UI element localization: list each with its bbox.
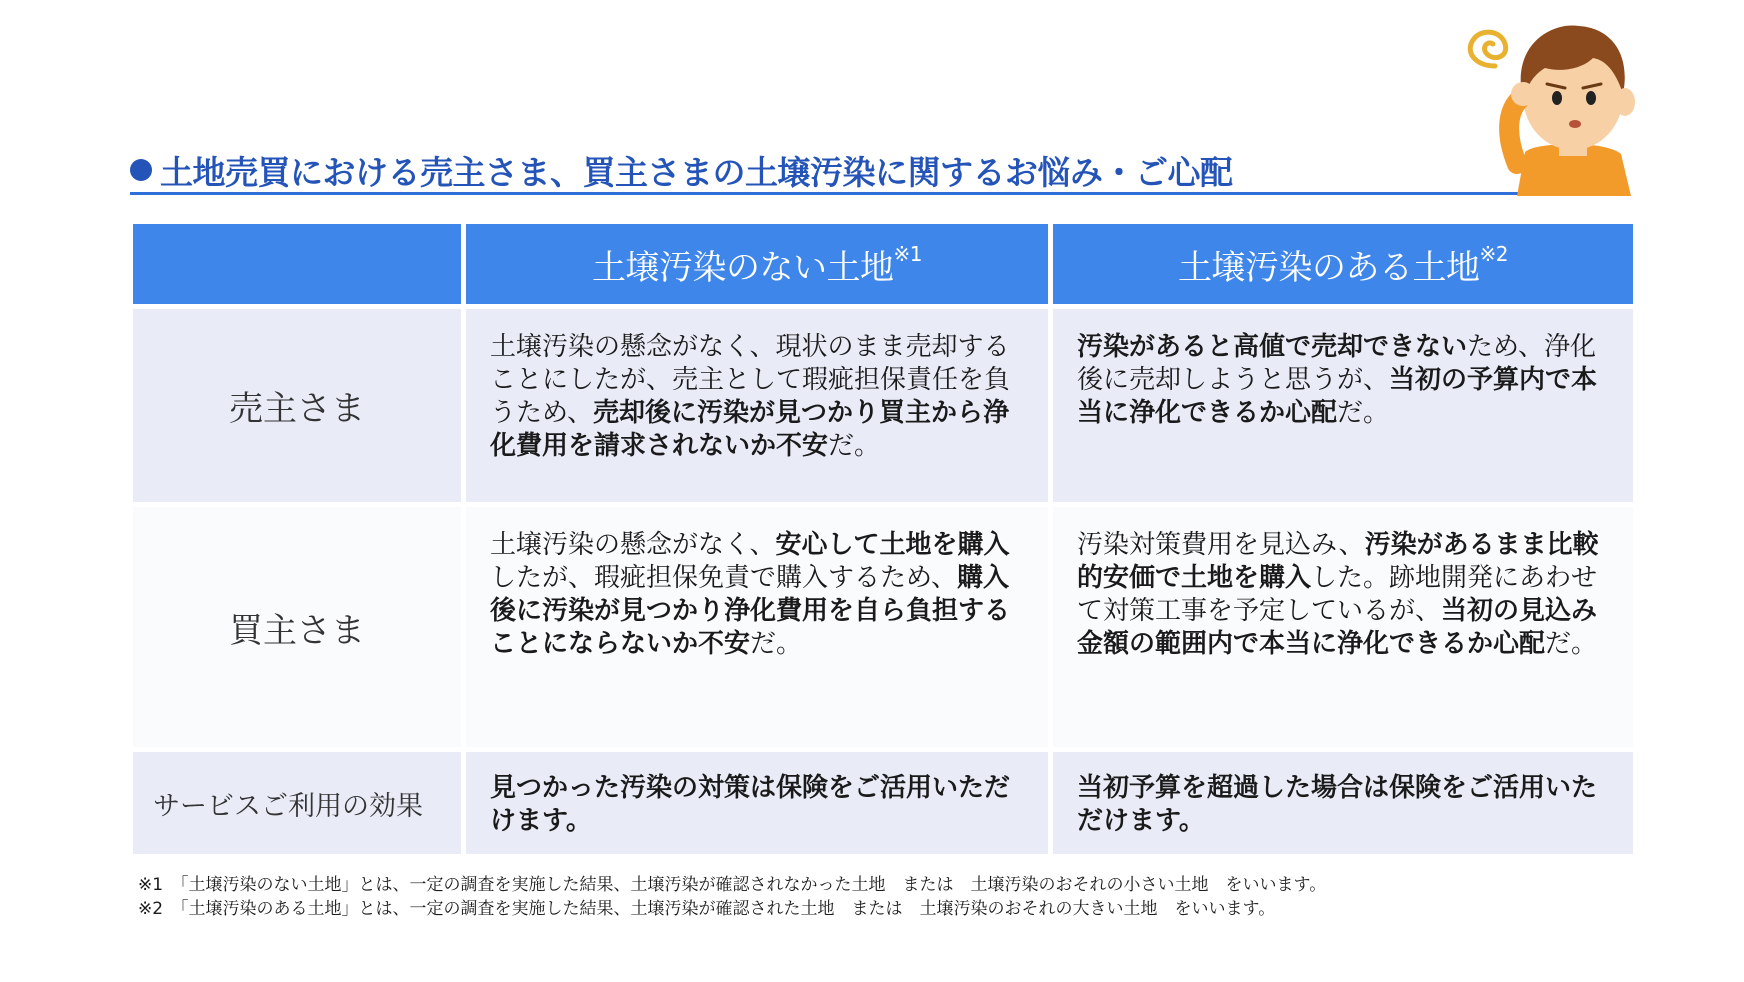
text-span: 土壌汚染の懸念がなく、現状のまま売却することにしたが、売主として瑕疵担保責任を負うため、 [490, 332, 1011, 428]
emphasis-text: 購入後に汚染が見つかり浄化費用を自ら負担することにならないか不安 [490, 563, 1011, 659]
text-span: だ。 [1337, 398, 1390, 428]
text-span: したが、瑕疵担保免責で購入するため、 [490, 563, 957, 593]
emphasis-text: 汚染があると高値で売却できない [1077, 332, 1468, 362]
row-label-buyer: 買主さま [133, 507, 461, 747]
text-span: 土壌汚染の懸念がなく、 [490, 530, 776, 560]
emphasis-text: 汚染があるまま比較的安価で土地を購入 [1077, 530, 1599, 593]
note-mark-1: ※1 [893, 242, 922, 266]
header-empty-cell [133, 224, 461, 304]
header-contamination [1053, 224, 1633, 304]
text-span: した。跡地開発にあわせて対策工事を予定しているが、 [1077, 563, 1598, 626]
effect-contamination-cell: 当初予算を超過した場合は保険をご活用いただけます。 [1053, 752, 1633, 854]
note-mark-2: ※2 [1479, 242, 1508, 266]
footnotes [138, 873, 1658, 921]
text-span: だ。 [1545, 629, 1598, 659]
page-title [130, 145, 1630, 195]
title-underline [130, 192, 1630, 195]
text-span: ため、浄化後に売却しようと思うが、 [1077, 332, 1596, 395]
seller-no-contamination-cell [466, 309, 1048, 502]
title-text: 土地売買における売主さま、買主さまの土壌汚染に関するお悩み・ご心配 [160, 152, 1233, 192]
emphasis-text: 当初の予算内で本当に浄化できるか心配 [1077, 365, 1598, 428]
header-no-contamination-label: 土壌汚染のない土地 [592, 247, 894, 288]
text-span: 汚染対策費用を見込み、 [1077, 530, 1365, 560]
row-label-seller: 売主さま [133, 309, 461, 502]
buyer-contamination-cell [1053, 507, 1633, 747]
effect-no-contamination-cell: 見つかった汚染の対策は保険をご活用いただけます。 [466, 752, 1048, 854]
text-span: だ。 [828, 431, 881, 461]
header-contamination-label: 土壌汚染のある土地 [1178, 247, 1480, 288]
buyer-no-contamination-cell [466, 507, 1048, 747]
emphasis-text: 売却後に汚染が見つかり買主から浄化費用を請求されないか不安 [490, 398, 1009, 461]
emphasis-text: 安心して土地を購入 [775, 530, 1010, 560]
row-label-effect: サービスご利用の効果 [133, 752, 461, 854]
seller-contamination-cell [1053, 309, 1633, 502]
footnote-2: ※2 「土壌汚染のある土地」とは、一定の調査を実施した結果、土壌汚染が確認された土地 または 土壌汚染のおそれの大きい土地 をいいます。 [138, 899, 1276, 919]
bullet-icon [130, 159, 152, 181]
worried-person-icon [1455, 14, 1645, 196]
footnote-1: ※1 「土壌汚染のない土地」とは、一定の調査を実施した結果、土壌汚染が確認されなかった土地 または 土壌汚染のおそれの小さい土地 をいいます。 [138, 875, 1327, 895]
concerns-table [133, 224, 1633, 854]
header-no-contamination [466, 224, 1048, 304]
text-span: だ。 [750, 629, 803, 659]
emphasis-text: 当初の見込み金額の範囲内で本当に浄化できるか心配 [1077, 596, 1598, 659]
